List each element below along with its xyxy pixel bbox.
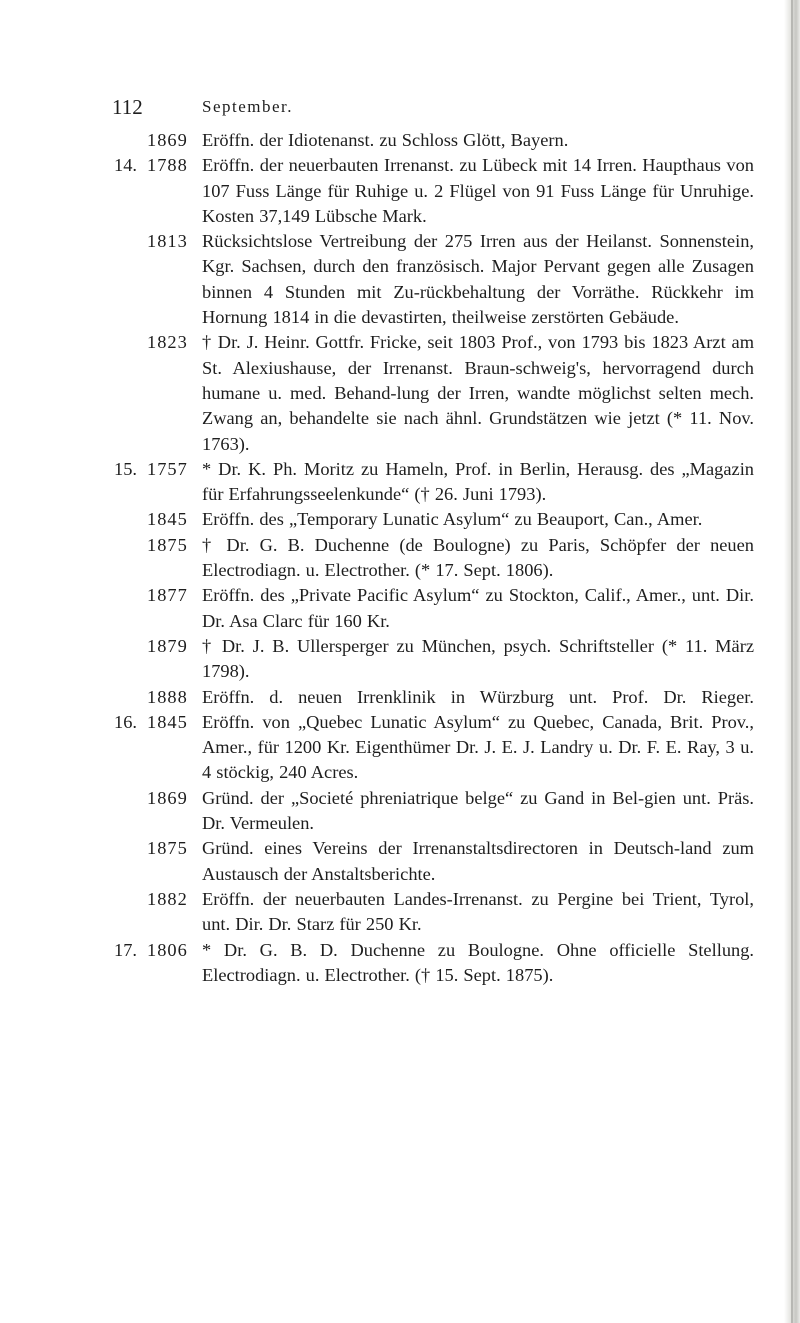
page-number: 112 xyxy=(112,95,143,119)
chronicle-entry xyxy=(0,887,790,938)
entry-year: 1882 xyxy=(147,888,188,909)
entry-year: 1806 xyxy=(147,939,188,960)
entry-text: † Dr. J. Heinr. Gottfr. Fricke, seit 1803 Prof., von 1793 bis 1823 Arzt am St. Alexiushause, der Irrenanst. Braun-schweig's, hervorragend durch humane u. med. Behand-lung der Irren, wandte möglichst selten mech. Zwang an, behandelte sie nach ähnl. Grundstätzen wie jetzt (* 11. Nov. 1763). xyxy=(202,332,754,454)
entry-text: Eröffn. von „Quebec Lunatic Asylum“ zu Quebec, Canada, Brit. Prov., Amer., für 1200 Kr. Eigenthümer Dr. J. E. J. Landry u. Dr. F. E. Ray, 3 u. 4 stöckig, 240 Acres. xyxy=(202,711,754,783)
chronicle-entry xyxy=(0,634,790,685)
running-head: September. xyxy=(202,97,294,116)
entry-year: 1875 xyxy=(147,838,188,859)
entry-day: 16. xyxy=(114,711,137,732)
chronicle-entry xyxy=(0,533,790,584)
chronicle-entry xyxy=(0,786,790,837)
entry-text: Eröffn. des „Temporary Lunatic Asylum“ zu Beauport, Can., Amer. xyxy=(202,509,703,530)
entry-year: 1757 xyxy=(147,458,188,479)
entry-year: 1813 xyxy=(147,231,188,252)
entry-year: 1845 xyxy=(147,509,188,530)
chronicle-entry xyxy=(0,583,790,634)
chronicle-entries xyxy=(0,128,790,988)
entry-year: 1845 xyxy=(147,711,188,732)
entry-year: 1888 xyxy=(147,686,188,707)
entry-text: † Dr. G. B. Duchenne (de Boulogne) zu Paris, Schöpfer der neuen Electrodiagn. u. Electrother. (* 17. Sept. 1806). xyxy=(202,534,754,581)
entry-text: Rücksichtslose Vertreibung der 275 Irren aus der Heilanst. Sonnenstein, Kgr. Sachsen, durch den französisch. Major Pervant gegen alle Zusagen binnen 4 Stunden mit Zu-rückbehaltung der Vorräthe. Rückkehr im Hornung 1814 in die devastirten, theilweise zerstörten Gebäude. xyxy=(202,231,754,328)
chronicle-entry xyxy=(0,685,790,710)
entry-text: Gründ. eines Vereins der Irrenanstaltsdirectoren in Deutsch-land zum Austausch der Anstaltsberichte. xyxy=(202,838,754,884)
chronicle-entry xyxy=(0,457,790,508)
chronicle-entry xyxy=(0,938,790,989)
chronicle-entry xyxy=(0,330,790,456)
entry-text: † Dr. J. B. Ullersperger zu München, psych. Schriftsteller (* 11. März 1798). xyxy=(202,635,754,682)
entry-year: 1823 xyxy=(147,332,188,353)
entry-text: Eröffn. der neuerbauten Landes-Irrenanst. zu Pergine bei Trient, Tyrol, unt. Dir. Dr. Starz für 250 Kr. xyxy=(202,888,754,935)
page-header xyxy=(112,95,672,125)
entry-text: Eröffn. der Idiotenanst. zu Schloss Glött, Bayern. xyxy=(202,130,569,150)
entry-day: 15. xyxy=(114,458,137,479)
entry-year: 1879 xyxy=(147,635,188,656)
entry-day: 17. xyxy=(114,939,137,960)
entry-text: Gründ. der „Societé phreniatrique belge“ zu Gand in Bel-gien unt. Präs. Dr. Vermeulen. xyxy=(202,787,754,834)
chronicle-entry xyxy=(0,836,790,887)
entry-year: 1788 xyxy=(147,155,188,176)
entry-text: * Dr. K. Ph. Moritz zu Hameln, Prof. in Berlin, Herausg. des „Magazin für Erfahrungsseelenkunde“ († 26. Juni 1793). xyxy=(202,458,754,505)
entry-year: 1869 xyxy=(147,787,188,808)
chronicle-entry xyxy=(0,229,790,330)
chronicle-entry xyxy=(0,507,790,532)
entry-text: Eröffn. der neuerbauten Irrenanst. zu Lübeck mit 14 Irren. Haupthaus von 107 Fuss Länge für Ruhige u. 2 Flügel von 91 Fuss Länge für Unruhige. Kosten 37,149 Lübsche Mark. xyxy=(202,155,754,226)
page-edge-line xyxy=(791,0,793,1323)
entry-year: 1869 xyxy=(147,130,188,150)
chronicle-entry xyxy=(0,128,790,153)
entry-year: 1875 xyxy=(147,534,188,555)
entry-day: 14. xyxy=(114,155,137,176)
entry-text: Eröffn. d. neuen Irrenklinik in Würzburg unt. Prof. Dr. Rieger. xyxy=(202,686,754,707)
chronicle-entry xyxy=(0,710,790,786)
entry-text: Eröffn. des „Private Pacific Asylum“ zu Stockton, Calif., Amer., unt. Dir. Dr. Asa Clarc für 160 Kr. xyxy=(202,585,754,631)
entry-year: 1877 xyxy=(147,585,188,606)
chronicle-entry xyxy=(0,153,790,229)
entry-text: * Dr. G. B. D. Duchenne zu Boulogne. Ohne officielle Stellung. Electrodiagn. u. Electrother. († 15. Sept. 1875). xyxy=(202,939,754,985)
